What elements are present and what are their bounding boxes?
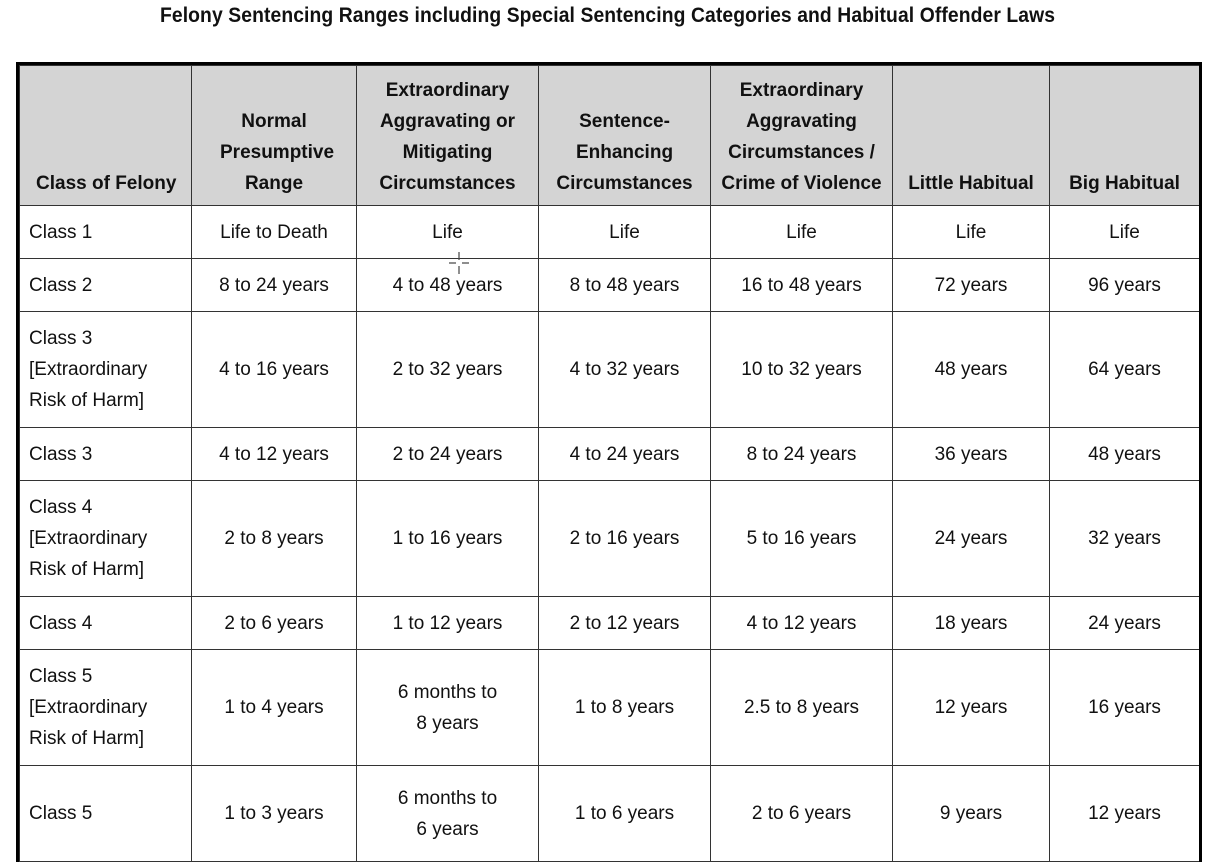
table-cell: 2 to 12 years: [539, 597, 711, 650]
table-cell: 16 to 48 years: [711, 259, 893, 312]
table-cell: 24 years: [893, 481, 1050, 597]
row-label: Class 3 [Extraordinary Risk of Harm]: [20, 312, 192, 428]
table-cell: 8 to 24 years: [192, 259, 357, 312]
table-cell: 1 to 4 years: [192, 650, 357, 766]
table-cell: 1 to 12 years: [357, 597, 539, 650]
table-cell: 4 to 12 years: [711, 597, 893, 650]
table-cell: 4 to 12 years: [192, 428, 357, 481]
table-cell: 12 years: [893, 650, 1050, 766]
table-cell: 1 to 8 years: [539, 650, 711, 766]
table-row: [20, 597, 1200, 650]
table-cell: 4 to 32 years: [539, 312, 711, 428]
table-cell: 18 years: [893, 597, 1050, 650]
header-row: [20, 66, 1200, 206]
table-cell: 64 years: [1050, 312, 1200, 428]
table-cell: 1 to 3 years: [192, 766, 357, 862]
table-cell: 2 to 6 years: [192, 597, 357, 650]
table-cell: 96 years: [1050, 259, 1200, 312]
table-cell: 2 to 24 years: [357, 428, 539, 481]
column-header-sentence-enhancing: Sentence-Enhancing Circumstances: [539, 66, 711, 206]
table-cell: 2.5 to 8 years: [711, 650, 893, 766]
table-cell: 36 years: [893, 428, 1050, 481]
table-cell: 9 years: [893, 766, 1050, 862]
table-cell: Life: [539, 206, 711, 259]
table-row: [20, 206, 1200, 259]
table-cell: Life to Death: [192, 206, 357, 259]
table-cell: 6 months to 6 years: [357, 766, 539, 862]
table-cell: 72 years: [893, 259, 1050, 312]
table-cell: 2 to 16 years: [539, 481, 711, 597]
row-label: Class 4 [Extraordinary Risk of Harm]: [20, 481, 192, 597]
row-label: Class 5 [Extraordinary Risk of Harm]: [20, 650, 192, 766]
table-row: [20, 650, 1200, 766]
table-cell: 48 years: [1050, 428, 1200, 481]
table-cell: 1 to 16 years: [357, 481, 539, 597]
table-cell: 32 years: [1050, 481, 1200, 597]
table-row: [20, 428, 1200, 481]
sentencing-table: [19, 65, 1200, 862]
row-label: Class 2: [20, 259, 192, 312]
page-title: Felony Sentencing Ranges including Special Sentencing Categories and Habitual Offender Laws: [159, 4, 1056, 27]
table-cell: 1 to 6 years: [539, 766, 711, 862]
table-cell: 6 months to 8 years: [357, 650, 539, 766]
table-row: [20, 481, 1200, 597]
table-cell: 48 years: [893, 312, 1050, 428]
table-cell: 8 to 48 years: [539, 259, 711, 312]
column-header-little-habitual: Little Habitual: [893, 66, 1050, 206]
column-header-extraordinary-aggravating-or-mitigating: Extraordinary Aggravating or Mitigating Circumstances: [357, 66, 539, 206]
table-cell: Life: [893, 206, 1050, 259]
table-cell: 8 to 24 years: [711, 428, 893, 481]
table-cell: 10 to 32 years: [711, 312, 893, 428]
table-row: [20, 312, 1200, 428]
column-header-normal-presumptive-range: Normal Presumptive Range: [192, 66, 357, 206]
table-cell: 2 to 32 years: [357, 312, 539, 428]
row-label: Class 4: [20, 597, 192, 650]
table-cell: Life: [1050, 206, 1200, 259]
column-header-big-habitual: Big Habitual: [1050, 66, 1200, 206]
table-row: [20, 766, 1200, 862]
table-row: [20, 259, 1200, 312]
column-header-extraordinary-aggravating-crime-of-violence: Extraordinary Aggravating Circumstances / Crime of Violence: [711, 66, 893, 206]
table-cell: 2 to 6 years: [711, 766, 893, 862]
sentencing-table-frame: [16, 62, 1202, 862]
column-header-class-of-felony: Class of Felony: [20, 66, 192, 206]
table-cell: 24 years: [1050, 597, 1200, 650]
table-cell: 4 to 48 years: [357, 259, 539, 312]
table-cell: 5 to 16 years: [711, 481, 893, 597]
table-cell: 4 to 16 years: [192, 312, 357, 428]
table-cell: 2 to 8 years: [192, 481, 357, 597]
table-cell: 4 to 24 years: [539, 428, 711, 481]
row-label: Class 1: [20, 206, 192, 259]
table-cell: Life: [711, 206, 893, 259]
row-label: Class 5: [20, 766, 192, 862]
table-cell: Life: [357, 206, 539, 259]
row-label: Class 3: [20, 428, 192, 481]
table-cell: 12 years: [1050, 766, 1200, 862]
table-cell: 16 years: [1050, 650, 1200, 766]
